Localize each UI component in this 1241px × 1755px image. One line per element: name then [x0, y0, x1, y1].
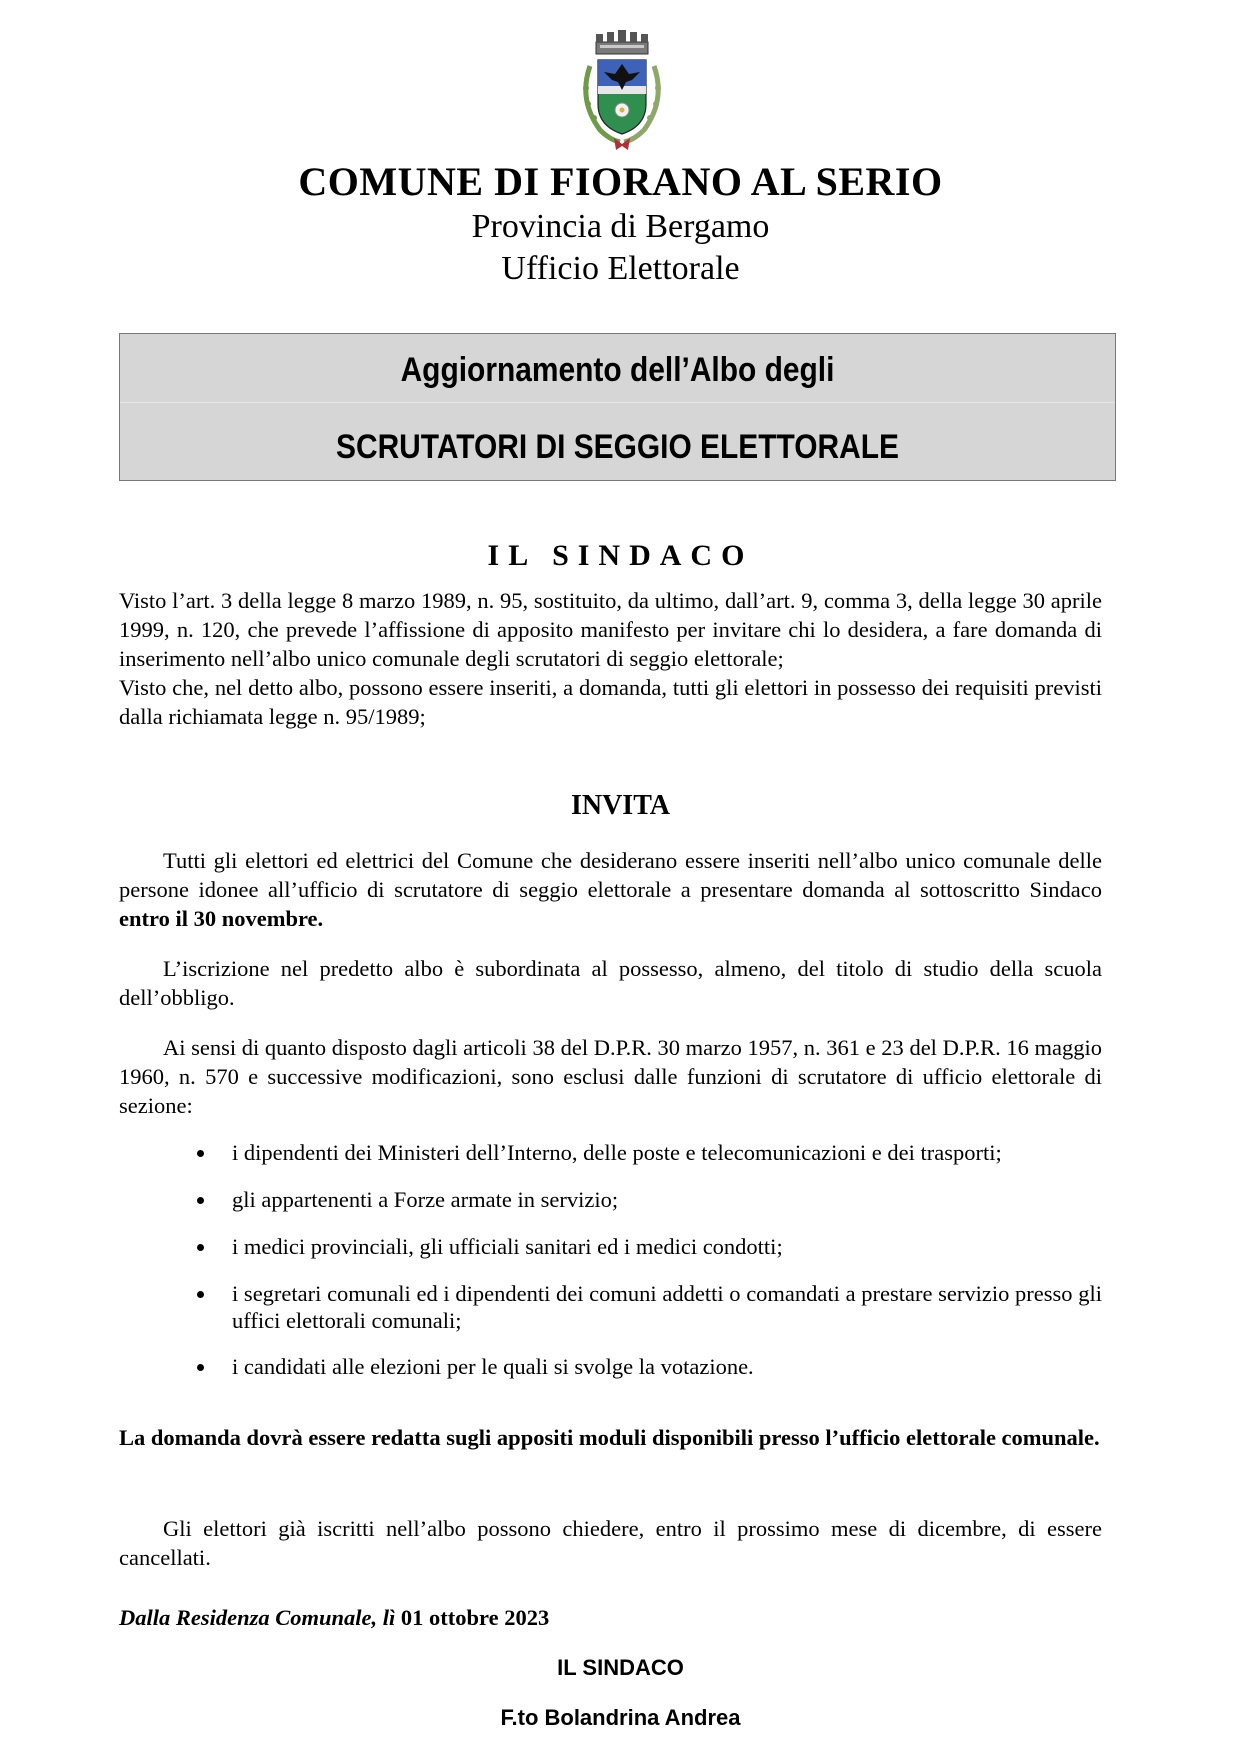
signature-name: F.to Bolandrina Andrea: [500, 1705, 741, 1730]
title-banner: [119, 333, 1116, 481]
domanda-paragraph: La domanda dovrà essere redatta sugli appositi moduli disponibili presso l’ufficio elettorale comunale.: [119, 1425, 1100, 1450]
coat-of-arms-icon: [574, 30, 670, 154]
list-item: [119, 1186, 1102, 1213]
banner-line-1: Aggiornamento dell’Albo degli: [400, 351, 835, 389]
esclusi-intro-paragraph: Ai sensi di quanto disposto dagli articoli 38 del D.P.R. 30 marzo 1957, n. 361 e 23 del D.P.R. 16 maggio 1960, n. 570 e successive modificazioni, sono esclusi dalle funzioni di scrutatore di ufficio elettorale di sezione:: [119, 1035, 1102, 1118]
list-item: [119, 1233, 1102, 1260]
bullet-icon: [197, 1150, 204, 1157]
place-text: Dalla Residenza Comunale, lì: [119, 1605, 396, 1630]
office-name: Ufficio Elettorale: [501, 250, 740, 287]
section-title-sindaco: IL SINDACO: [487, 539, 754, 572]
visto-paragraph-2: Visto che, nel detto albo, possono essere inseriti, a domanda, tutti gli elettori in possesso dei requisiti previsti dalla richiamata legge n. 95/1989;: [119, 675, 1102, 729]
list-item-text: i segretari comunali ed i dipendenti dei comuni addetti o comandati a prestare servizio presso gli uffici elettorali comunali;: [232, 1281, 1102, 1333]
bullet-icon: [197, 1244, 204, 1251]
list-item-text: i candidati alle elezioni per le quali si svolge la votazione.: [232, 1354, 754, 1379]
section-title-invita: INVITA: [570, 790, 671, 821]
invito-deadline: entro il 30 novembre.: [119, 906, 324, 931]
bullet-icon: [197, 1197, 204, 1204]
list-item: [119, 1353, 1102, 1380]
visto-paragraph-1: Visto l’art. 3 della legge 8 marzo 1989, n. 95, sostituito, da ultimo, dall’art. 9, comma 3, della legge 30 aprile 1999, n. 120, che prevede l’affissione di apposito manifesto per invitare chi lo desidera, a fare domanda di inserimento nell’albo unico comunale degli scrutatori di seggio elettorale;: [119, 588, 1102, 671]
place-and-date: [119, 1605, 549, 1631]
cancellazione-paragraph: Gli elettori già iscritti nell’albo possono chiedere, entro il prossimo mese di dicembre, di essere cancellati.: [119, 1516, 1102, 1570]
list-item: [119, 1139, 1102, 1166]
date-text: 01 ottobre 2023: [395, 1605, 550, 1630]
bullet-icon: [197, 1364, 204, 1371]
banner-divider: [120, 402, 1115, 403]
municipality-name: COMUNE DI FIORANO AL SERIO: [298, 159, 943, 204]
province-name: Provincia di Bergamo: [471, 208, 770, 245]
bullet-icon: [197, 1291, 204, 1298]
list-item-text: i medici provinciali, gli ufficiali sanitari ed i medici condotti;: [232, 1234, 783, 1259]
invito-text: Tutti gli elettori ed elettrici del Comune che desiderano essere inseriti nell’albo unico comunale delle persone idonee all’ufficio di scrutatore di seggio elettorale a presentare domanda al sottoscritto Sindaco: [119, 848, 1102, 902]
banner-line-2: SCRUTATORI DI SEGGIO ELETTORALE: [336, 428, 899, 466]
signature-role: IL SINDACO: [557, 1655, 684, 1680]
list-item: [119, 1280, 1102, 1334]
esclusi-list: [119, 1139, 1102, 1380]
list-item-text: i dipendenti dei Ministeri dell’Interno, delle poste e telecomunicazioni e dei trasporti;: [232, 1140, 1002, 1165]
premessa-block: [119, 586, 1102, 731]
list-item-text: gli appartenenti a Forze armate in servizio;: [232, 1187, 619, 1212]
invito-paragraph: [119, 846, 1102, 933]
iscrizione-paragraph: L’iscrizione nel predetto albo è subordinata al possesso, almeno, del titolo di studio della scuola dell’obbligo.: [119, 956, 1102, 1010]
